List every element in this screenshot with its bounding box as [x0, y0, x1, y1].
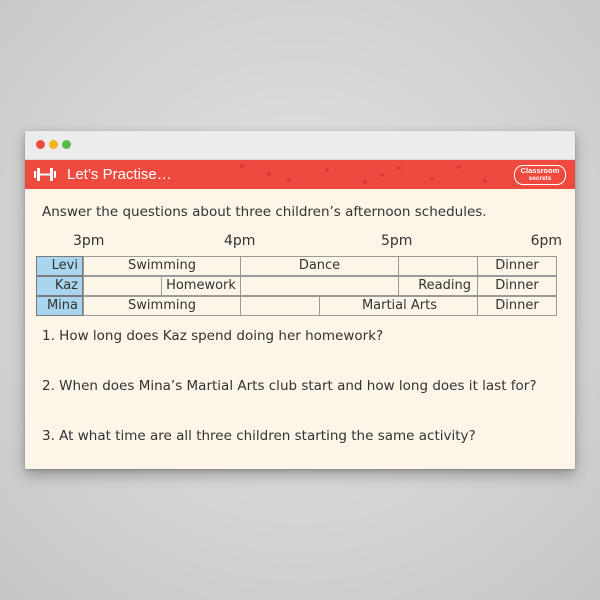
activity-dinner: Dinner: [477, 256, 557, 276]
schedule-row-mina: [36, 296, 554, 316]
activity-dinner: Dinner: [477, 296, 557, 316]
banner-speck: [380, 173, 384, 177]
question-2: 2. When does Mina’s Martial Arts club start and how long does it last for?: [42, 378, 537, 394]
time-label: 5pm: [381, 233, 413, 249]
schedule-row-kaz: [36, 276, 554, 296]
banner-speck: [325, 168, 329, 172]
minimize-dot[interactable]: [49, 140, 58, 149]
activity-swimming: Swimming: [83, 296, 241, 316]
child-name: Kaz: [36, 276, 83, 296]
activity-reading: Reading: [398, 276, 478, 296]
instruction-text: Answer the questions about three children’s afternoon schedules.: [42, 204, 487, 220]
banner-speck: [483, 179, 487, 183]
banner-speck: [457, 165, 461, 169]
child-name: Levi: [36, 256, 83, 276]
banner-speck: [363, 180, 367, 184]
time-label: 3pm: [73, 233, 105, 249]
activity-empty: [240, 296, 320, 316]
banner-speck: [397, 166, 401, 170]
classroom-secrets-logo: [514, 165, 566, 185]
practise-banner: [25, 160, 575, 189]
question-1: 1. How long does Kaz spend doing her homework?: [42, 328, 384, 344]
dumbbell-icon: [33, 166, 57, 183]
time-label: 6pm: [530, 233, 562, 249]
activity-martial-arts: Martial Arts: [319, 296, 478, 316]
activity-empty: [240, 276, 399, 296]
activity-dinner: Dinner: [477, 276, 557, 296]
activity-dance: Dance: [240, 256, 399, 276]
activity-homework: Homework: [161, 276, 241, 296]
window-titlebar: [25, 131, 575, 160]
activity-empty: [398, 256, 478, 276]
banner-speck: [287, 178, 291, 182]
time-label: 4pm: [224, 233, 256, 249]
brand-line-2: secrets: [528, 175, 552, 182]
banner-speck: [267, 172, 271, 176]
close-dot[interactable]: [36, 140, 45, 149]
activity-empty: [83, 276, 162, 296]
brand-line-1: Classroom: [520, 166, 560, 175]
maximize-dot[interactable]: [62, 140, 71, 149]
schedule-row-levi: [36, 256, 554, 276]
question-3: 3. At what time are all three children starting the same activity?: [42, 428, 476, 444]
banner-speck: [430, 177, 434, 181]
banner-speck: [240, 164, 244, 168]
child-name: Mina: [36, 296, 83, 316]
banner-title: Let’s Practise…: [67, 166, 172, 183]
slide-window: [25, 131, 575, 469]
activity-swimming: Swimming: [83, 256, 241, 276]
